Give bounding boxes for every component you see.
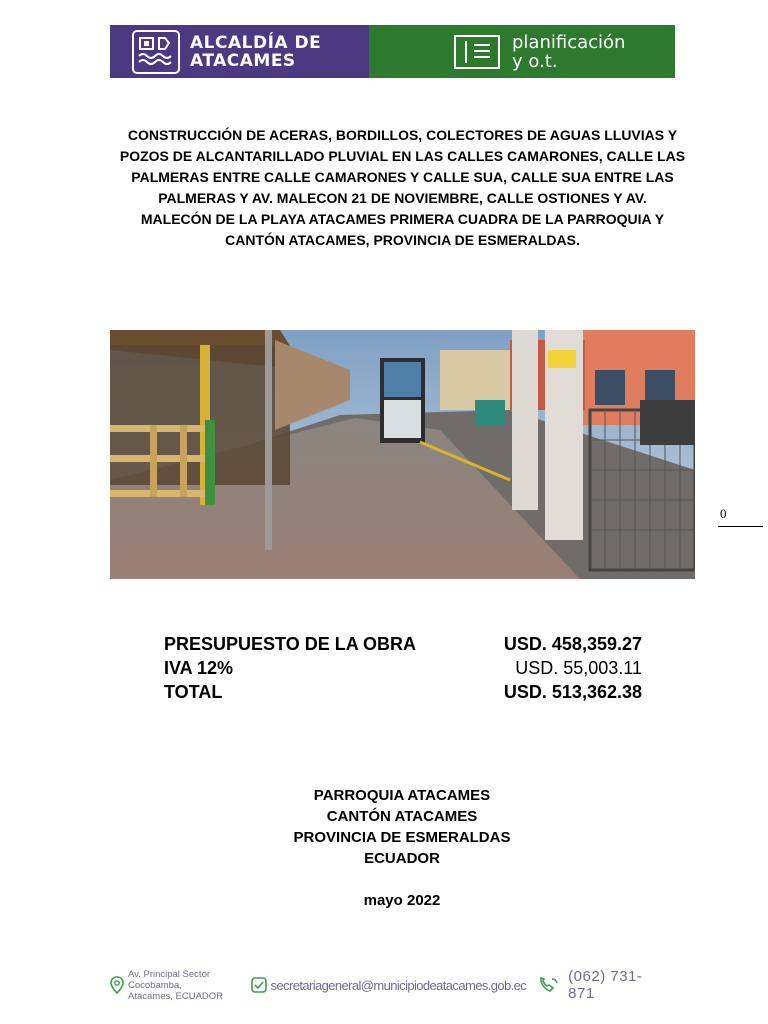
title-line: MALECÓN DE LA PLAYA ATACAMES PRIMERA CUADRA DE LA PARROQUIA Y bbox=[140, 211, 665, 227]
logo-right-line1: planificación bbox=[512, 31, 626, 53]
budget-value: USD. 55,003.11 bbox=[515, 658, 642, 678]
budget-row bbox=[164, 656, 642, 680]
title-line: CONSTRUCCIÓN DE ACERAS, BORDILLOS, COLECTORES DE AGUAS LLUVIAS Y bbox=[127, 127, 678, 143]
title-line: CANTÓN ATACAMES, PROVINCIA DE ESMERALDAS. bbox=[225, 232, 580, 248]
province: PROVINCIA DE ESMERALDAS bbox=[293, 829, 511, 846]
planificacion-logo bbox=[369, 25, 675, 78]
location-block bbox=[202, 785, 602, 869]
logo-left-line2: ATACAMES bbox=[190, 50, 296, 71]
address-line1: Av. Principal Sector Cocobamba, bbox=[128, 968, 211, 991]
title-line: POZOS DE ALCANTARILLADO PLUVIAL EN LAS CALLES CAMARONES, CALLE LAS bbox=[119, 148, 686, 164]
alcaldia-logo bbox=[110, 25, 369, 78]
title-line: PALMERAS Y AV. MALECON 21 DE NOVIEMBRE, CALLE OSTIONES Y AV. bbox=[158, 190, 647, 206]
document-list-icon bbox=[454, 35, 500, 69]
phone-icon bbox=[538, 976, 564, 994]
footer-contact bbox=[110, 970, 650, 1000]
budget-row bbox=[164, 632, 642, 656]
budget-value: USD. 513,362.38 bbox=[503, 682, 642, 702]
footer-address bbox=[128, 969, 241, 1002]
street-photo bbox=[110, 330, 695, 579]
budget-row bbox=[164, 680, 642, 704]
country: ECUADOR bbox=[364, 850, 440, 867]
header-banner bbox=[110, 25, 675, 78]
page-number: 0 bbox=[718, 506, 763, 527]
parish: PARROQUIA ATACAMES bbox=[313, 787, 491, 804]
location-pin-icon bbox=[110, 976, 124, 994]
footer-phone[interactable]: (062) 731-871 bbox=[568, 968, 643, 1002]
budget-table bbox=[164, 632, 642, 704]
email-icon bbox=[251, 977, 267, 993]
document-date: mayo 2022 bbox=[363, 892, 441, 909]
budget-label: PRESUPUESTO DE LA OBRA bbox=[164, 634, 417, 654]
logo-right-line2: y o.t. bbox=[512, 50, 558, 72]
budget-label: TOTAL bbox=[164, 682, 223, 702]
municipal-seal-icon bbox=[132, 30, 180, 74]
logo-left-line1: ALCALDÍA DE bbox=[190, 32, 322, 53]
canton: CANTÓN ATACAMES bbox=[326, 808, 478, 825]
title-line: PALMERAS ENTRE CALLE CAMARONES Y CALLE SUA, CALLE SUA ENTRE LAS bbox=[131, 169, 674, 185]
budget-label: IVA 12% bbox=[164, 658, 234, 678]
project-title bbox=[105, 125, 700, 251]
footer-email[interactable]: secretariageneral@municipiodeatacames.gob.ec bbox=[270, 977, 527, 993]
address-line2: Atacames, ECUADOR bbox=[128, 990, 224, 1002]
budget-value: USD. 458,359.27 bbox=[503, 634, 642, 654]
